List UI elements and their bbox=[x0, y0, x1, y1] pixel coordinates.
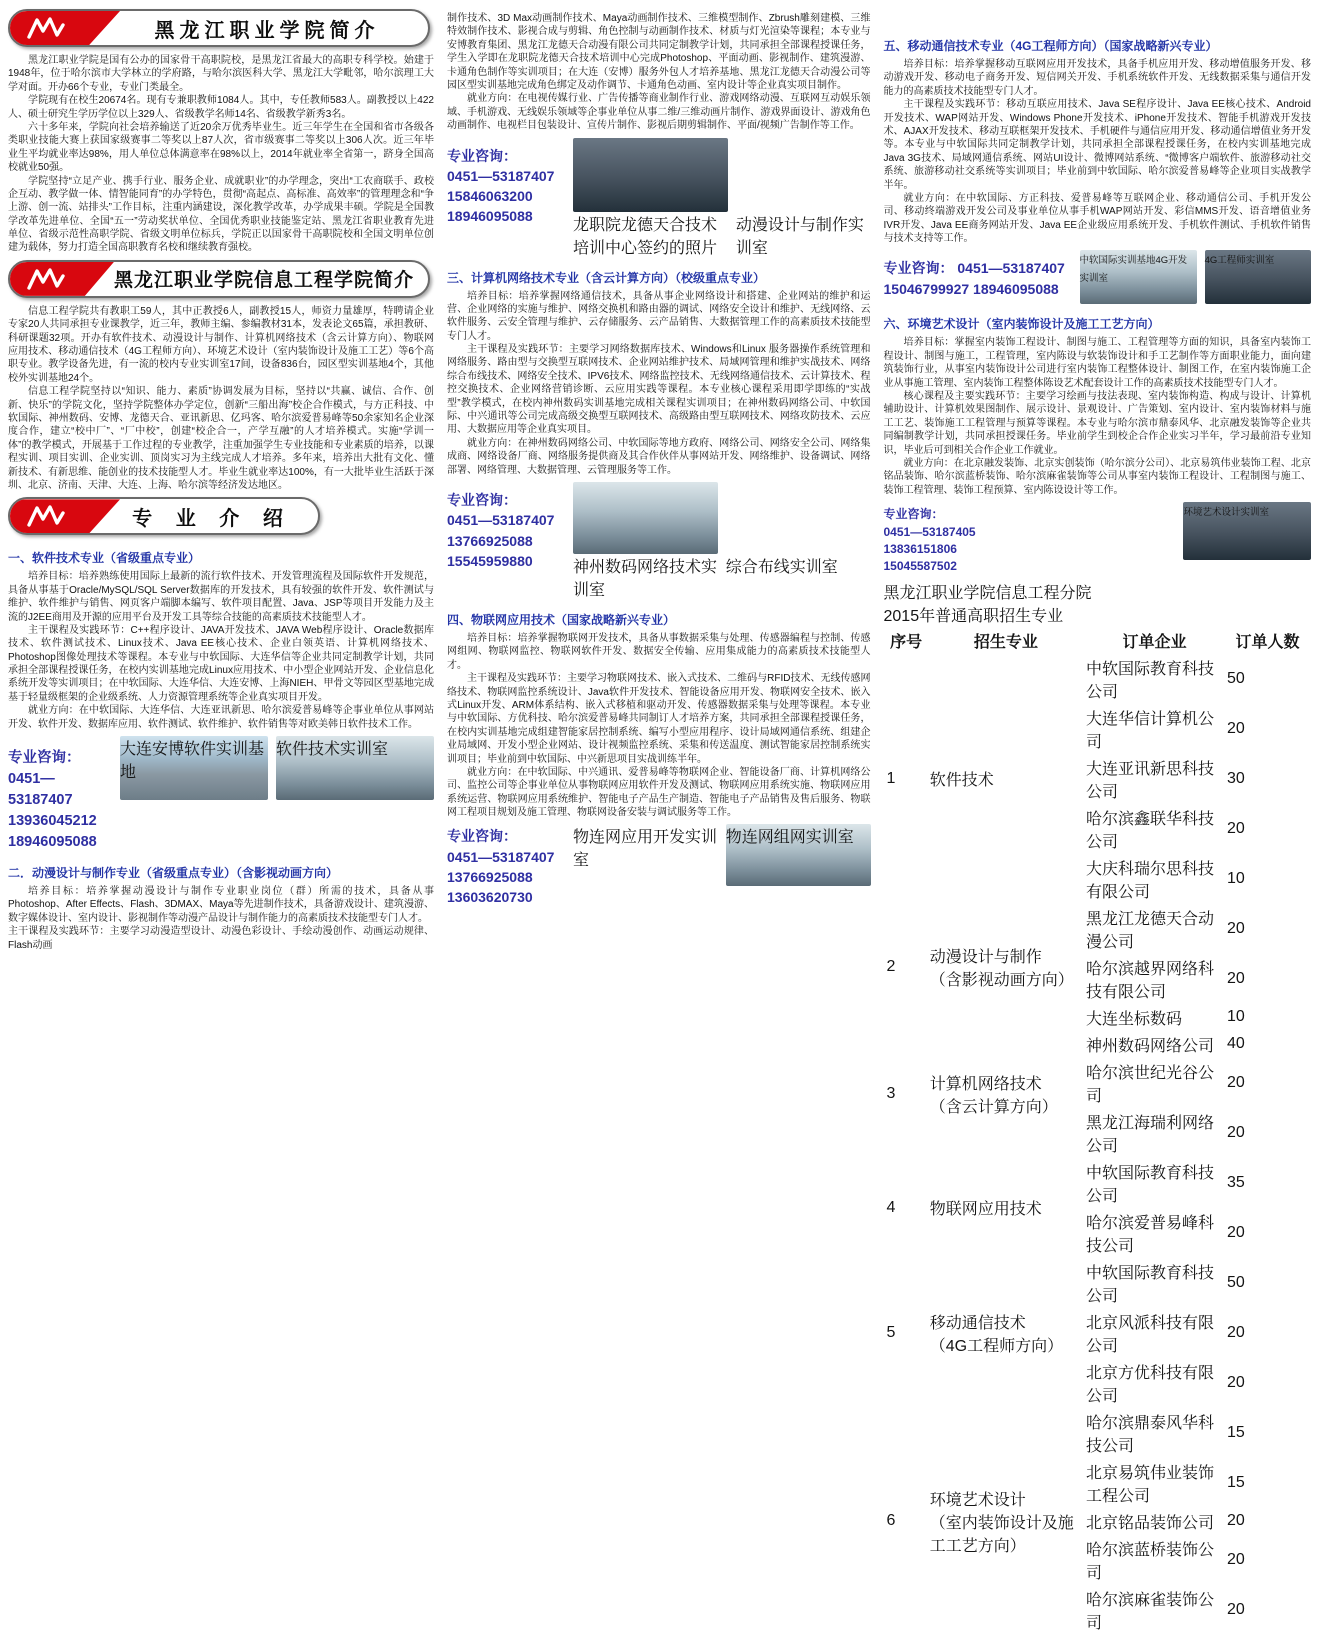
photo-caption: 物连网应用开发实训室 bbox=[573, 829, 718, 870]
seq-cell: 1 bbox=[886, 769, 896, 787]
admissions-table bbox=[884, 626, 1312, 1636]
photo-longde-signing-ceremony bbox=[573, 138, 728, 212]
photo-dalian-anbo-software-base bbox=[120, 736, 268, 800]
company-cell: 大连华信计算机公司 bbox=[1085, 710, 1214, 751]
contact-environment bbox=[884, 502, 1034, 576]
column-header: 订单企业 bbox=[1122, 633, 1187, 651]
photo-caption: 神州数码网络技术实训室 bbox=[573, 558, 718, 599]
company-cell: 大连亚讯新思科技公司 bbox=[1085, 760, 1214, 801]
contact-line: 13836151806 15045587502 bbox=[883, 541, 957, 574]
photo-caption: 环境艺术设计实训室 bbox=[1183, 507, 1269, 519]
count-cell: 50 bbox=[1227, 1273, 1245, 1291]
count-cell: 20 bbox=[1227, 1223, 1245, 1241]
paragraph: 主干课程及实践环节：主要学习动漫造型设计、动漫色彩设计、手绘动漫创作、动画运动规律、Flash动画 bbox=[8, 926, 434, 951]
contact-line: 专业咨询：0451—53187407 bbox=[8, 750, 81, 809]
photo-block bbox=[573, 482, 718, 600]
contact-line: 0451—53187407 bbox=[447, 512, 555, 529]
major-cell: 软件技术 bbox=[929, 772, 994, 790]
contact-software bbox=[8, 736, 112, 853]
contact-line: 专业咨询： bbox=[447, 147, 517, 164]
paragraph: 培养目标：培养掌握动漫设计与制作专业职业岗位（群）所需的技术，具备从事Photoshop、After Effects、Flash、3DMAX、Maya等先进制作技术，具备游戏设计、建筑漫游、数字媒体设计、室内设计、影视制作等动漫产品设计与制作能力的高素质技术技能型专门人才。 bbox=[8, 886, 434, 924]
contact-line: 18946095088 bbox=[447, 208, 533, 225]
table-row bbox=[886, 1409, 1310, 1457]
table-row bbox=[886, 655, 1310, 703]
table-header-row bbox=[886, 628, 1310, 653]
admissions-title bbox=[884, 580, 1312, 626]
photo-caption: 物连网组网实训室 bbox=[725, 829, 854, 847]
contact-line: 13936045212 18946095088 bbox=[8, 813, 97, 851]
paragraph: 核心课程及主要实践环节：主要学习绘画与技法表现、室内装饰构造、构成与设计、计算机辅助设计、计算机效果图制作、展示设计、景观设计、广告策划、室内设计、室内装饰材料与施工工艺、装饰施工工程管理与预算等课程。本专业与哈尔滨市鼎泰风华、北京融发装饰等企业共同编制教学计划，共同承担授课任务。毕业前学生到校企合作企业实习半年，学习最前沿专业知识，毕业后可到相关合作企业工作就业。 bbox=[883, 391, 1311, 456]
paragraph: 学院现有在校生20674名。现有专兼职教师1084人。其中，专任教师583人。副教授以上422人、硕士研究生学历学位以上329人、省级教学名师14名、省级教学新秀3名。 bbox=[8, 95, 434, 120]
college-logo-icon bbox=[10, 499, 120, 533]
major-cell: 环境艺术设计 （室内装饰设计及施工工艺方向） bbox=[929, 1491, 1074, 1555]
table-row bbox=[886, 905, 1310, 953]
banner-title: 黑龙江职业学院简介 bbox=[154, 19, 380, 42]
count-cell: 40 bbox=[1227, 1035, 1245, 1053]
software-media-row bbox=[8, 736, 434, 853]
photo-4g-engineer-room bbox=[1205, 250, 1311, 304]
major-cell: 移动通信技术 （4G工程师方向） bbox=[929, 1314, 1064, 1355]
majors-banner bbox=[8, 497, 320, 535]
paragraph: 就业方向：在神州数码网络公司、中软国际等地方政府、网络公司、网络安全公司、网络集成商、网络设备厂商、网络服务提供商及其合作伙伴从事网站开发、网络维护、设备调试、网络部署、网络管理、大数据管理、云管理服务等工作。 bbox=[447, 437, 871, 476]
company-cell: 神州数码网络公司 bbox=[1085, 1037, 1214, 1055]
paragraph: 主干课程及实践环节：移动互联应用技术、Java SE程序设计、Java EE核心技术、Android开发技术、WAP网站开发、Windows Phone开发技术、iPhone开发技术、智能手机游戏开发技术、AJAX开发技术、移动互联框架开发技术、手机硬件与通信应用开发、移动通信增值业务开发等。本专业与中软国际共同定制教学计划，共同承担全部课程授课任务，在校内实训基地完成Java 3G技术、局域网通信系统、网站UI设计、微博网站系统、“微博客户端软件、旅游移动社交系统、旅游移动社交系统等实训项目；毕业前到中软国际、哈尔滨爱普易峰等企业项目实战教学半年。 bbox=[883, 99, 1311, 191]
company-cell: 北京风派科技有限公司 bbox=[1085, 1314, 1214, 1355]
contact-line: 15046799927 18946095088 bbox=[883, 280, 1059, 297]
network-media-row bbox=[447, 482, 871, 600]
photo-4g-dev-training-room bbox=[1080, 250, 1197, 304]
left-column bbox=[8, 4, 434, 1636]
company-cell: 大庆科瑞尔思科技有限公司 bbox=[1085, 860, 1214, 901]
section-heading-network: 三、计算机网络技术专业（含云计算方向）（校级重点专业） bbox=[447, 270, 766, 285]
company-cell: 中软国际教育科技公司 bbox=[1085, 1164, 1214, 1205]
contact-line: 0451—53187407 bbox=[447, 848, 555, 865]
contact-iot bbox=[447, 824, 565, 907]
section-heading-environment-art: 六、环境艺术设计（室内装饰设计及施工工艺方向） bbox=[883, 317, 1160, 332]
table-row bbox=[886, 1259, 1310, 1307]
photo-block bbox=[736, 138, 871, 258]
contact-line: 专业咨询： bbox=[447, 491, 517, 508]
paragraph: 六十多年来，学院向社会培养输送了近20余万优秀毕业生。近三年学生在全国和省市各级各类职业技能大赛上获国家级赛事二等奖以上87人次，省市级赛事二等奖以上306人次。近三年毕业生平均就业率达98%，用人单位总体满意率在98%以上，2014年就业率全省第一，跻身全国高校就业50强。 bbox=[8, 121, 434, 174]
section-heading-mobile: 五、移动通信技术专业（4G工程师方向）（国家战略新兴专业） bbox=[883, 39, 1218, 53]
section-heading-software: 一、软件技术专业（省级重点专业） bbox=[8, 551, 201, 566]
company-cell: 北京易筑伟业装饰工程公司 bbox=[1085, 1464, 1214, 1505]
paragraph: 主干课程及实践环节：主要学习网络数据库技术、Windows和Linux 服务器操作系统管理和网络服务、路由型与交换型互联网技术、企业网站维护技术、局域网管理和维护实战技术、网络综合布线技术、网络安全技术、IPV6技术、网络监控技术、无线网络通信技术、云计算技术、程控交换技术、企业网络营销诊断、云应用实践等课程。本专业核心课程采用即学即练的“实战型”教学模式，在校内神州数码实训基地完成相关课程实训项目；在神州数码网络公司、中软国际、中兴通讯等公司完成高级交换型互联网技术、高级路由型互联网技术、网络攻防技术、云应用、大数据应用等企业真实项目。 bbox=[447, 344, 871, 436]
count-cell: 35 bbox=[1227, 1173, 1245, 1191]
count-cell: 20 bbox=[1227, 969, 1245, 987]
company-cell: 哈尔滨鼎泰风华科技公司 bbox=[1085, 1414, 1214, 1455]
company-cell: 哈尔滨蓝桥装饰公司 bbox=[1085, 1541, 1214, 1582]
banner-title: 专 业 介 绍 bbox=[132, 507, 292, 530]
dept-intro-banner bbox=[8, 260, 430, 298]
paragraph: 主干课程及实践环节：主要学习物联网技术、嵌入式技术、二维码与RFID技术、无线传感网络技术、物联网监控系统设计、Java软件开发技术、智能设备应用开发、物联网安全技术、嵌入式Linux开发、ARM体系结构、嵌入式移植和驱动开发、传感器数据采集与处理等课程。本专业与中软国际、方优科技、哈尔滨爱普易峰共同制订人才培养方案，共同承担全部课程授课任务，在校内实训基地完成组建智能家居控制系统、编写小型应用程序、设计局域网通信系统、组建企业局域网、开发小型企业网站、设计视频监控系统、采集和传送温度、测试智能家居控制系统实训项目；毕业前到中软国际、中兴新思项目实战训练半年。 bbox=[447, 673, 871, 765]
company-cell: 哈尔滨麻雀装饰公司 bbox=[1085, 1591, 1214, 1632]
count-cell: 30 bbox=[1227, 769, 1245, 787]
paragraph: 制作技术、3D Max动画制作技术、Maya动画制作技术、三维模型制作、Zbrush雕刻建模、三维特效制作技术、影视合成与剪辑、角色控制与动画制作技术、材质与灯光渲染等课程；本专业与安博教育集团、黑龙江龙德天合动漫有限公司共同定制教学计划，共同承担全部课程授课任务，学生入学即在龙职院龙德天合技术培训中心完成Photoshop、平面动画、影视制作、建筑漫游、卡通角色制作等实训项目；在大连（安博）服务外包人才培养基地、黑龙江龙德天合动漫公司等园区型实训基地完成角色绑定及动作调节、卡通角色动画、室内设计等企业真实项目制作。 bbox=[447, 13, 871, 91]
count-cell: 20 bbox=[1227, 1600, 1245, 1618]
photo-caption: 动漫设计与制作实训室 bbox=[735, 216, 864, 257]
paragraph: 主干课程及实践环节：C++程序设计、JAVA开发技术、JAVA Web程序设计、Oracle数据库技术、软件测试技术、Linux技术、Java EE核心技术、企业白领英语、计算机网络技术、Photoshop图像处理技术等课程。本专业与中软国际、大连华信等企业共同定制教学计划，共同承担全部课程授课任务，在校内实训基地完成Linux应用技术、中小型企业网站开发、企业信息化系统开发等实训项目；在中软国际、大连华信、大连安博、上海NIEH、甲骨文等园区型基地完成基于轻量级框架的企业级系统、人力资源管理系统等企业真实项目开发。 bbox=[8, 624, 434, 703]
photo-caption: 龙职院龙德天合技术培训中心签约的照片 bbox=[573, 216, 718, 257]
paragraph: 培养目标：培养熟练使用国际上最新的流行软件技术、开发管理流程及国际软件开发规范，具备从事基于Oracle/MySQL/SQL Server数据库的开发技术，具有较强的软件开发、软件测试与维护、软件维护与销售、网页客户端脚本编写、软件项目配置、Java、JSP等项目开发能力及主流的J2EE商用及开源的应用平台及开发工具等综合技能的高素质技术技能型人才。 bbox=[8, 571, 434, 623]
photo-cabling-training-room bbox=[726, 482, 871, 554]
table-row bbox=[886, 1032, 1310, 1057]
company-cell: 北京铭品装饰公司 bbox=[1085, 1514, 1214, 1532]
photo-caption: 4G工程师实训室 bbox=[1204, 255, 1275, 267]
seq-cell: 6 bbox=[886, 1512, 896, 1530]
right-column bbox=[884, 4, 1312, 1636]
company-cell: 哈尔滨鑫联华科技公司 bbox=[1085, 810, 1214, 851]
column-header: 序号 bbox=[890, 633, 923, 651]
contact-line: 13766925088 bbox=[447, 532, 533, 549]
major-cell: 动漫设计与制作 （含影视动画方向） bbox=[929, 949, 1074, 990]
contact-line: 13603620730 bbox=[447, 889, 533, 906]
count-cell: 20 bbox=[1227, 1123, 1245, 1141]
major-cell: 物联网应用技术 bbox=[929, 1201, 1042, 1219]
section-heading-animation: 二．动漫设计与制作专业（省级重点专业）（含影视动画方向） bbox=[8, 866, 339, 881]
photo-block bbox=[726, 482, 871, 577]
column-header: 订单人数 bbox=[1235, 633, 1300, 651]
contact-line: 专业咨询： bbox=[883, 507, 944, 522]
contact-animation bbox=[447, 138, 565, 227]
photo-animation-training-room bbox=[736, 138, 871, 212]
paragraph: 培养目标：培养掌握物联网开发技术，具备从事数据采集与处理、传感器编程与控制、传感网组网、物联网监控、物联网软件开发、数据安全传输、应用集成能力的高素质技术技能型人才。 bbox=[447, 632, 871, 671]
company-cell: 北京方优科技有限公司 bbox=[1085, 1364, 1214, 1405]
seq-cell: 5 bbox=[886, 1323, 896, 1341]
photo-caption: 大连安博软件实训基地 bbox=[120, 741, 265, 782]
paragraph: 信息工程学院共有教职工59人，其中正教授6人，副教授15人，师资力量雄厚，特聘请企业专家20人共同承担专业课教学，近三年，教师主编、参编教材31本，发表论文65篇，承担教研、科研课题32项。开办有软件技术、动漫设计与制作、计算机网络技术（含云计算方向）、物联网应用技术、移动通信技术（4G工程师方向）、环境艺术设计（室内装饰设计及施工工艺）等6个高职专业。教学设备先进，有一流的校内专业实训室17间，设备836台，园区型实训基地4个，其他校外实训基地24个。 bbox=[8, 305, 434, 384]
paragraph: 培养目标：掌握室内装饰工程设计、制图与施工、工程管理等方面的知识，具备室内装饰工程设计、制图与施工，工程管理，室内陈设与软装饰设计和手工艺制作等方面职业能力，面向建筑装饰行业，从事室内装饰设计公司进行室内装饰工程整体设计、制图工作，在室内装饰施工企业从事施工管理、室内装饰工程整体陈设艺术配套设计工作的高素质技术技能型专门人才。 bbox=[883, 337, 1311, 389]
college-intro-banner bbox=[8, 9, 430, 47]
paragraph: 就业方向：在北京融发装饰、北京实创装饰（哈尔滨分公司）、北京易筑伟业装饰工程、北京铭品装饰、哈尔滨蓝桥装饰、哈尔滨麻雀装饰等公司从事室内装饰工程设计、工程制图与施工、装饰工程管理、装饰工程预算、室内陈设设计等工作。 bbox=[883, 457, 1311, 496]
paragraph: 就业方向：在中软国际、大连华信、大连亚讯新思、哈尔滨爱普易峰等企事业单位从事网站开发、软件开发、数据库应用、软件测试、软件维护、软件销售等对欧美韩日软件技术工作。 bbox=[8, 705, 434, 730]
paragraph: 就业方向：在中软国际、中兴通讯、爱普易峰等物联网企业、智能设备厂商、计算机网络公司、监控公司等企事业单位从事物联网应用软件开发及测试、物联网应用系统实施、物联网应用系统运营、物联网应用系统维护、智能电子产品生产制造、智能电子产品销售及售后服务、物联网工程项目规划及施工管理、物联网设备安装与调试服务等工作。 bbox=[447, 766, 871, 819]
count-cell: 20 bbox=[1227, 819, 1245, 837]
major-cell: 计算机网络技术 （含云计算方向） bbox=[929, 1076, 1058, 1117]
count-cell: 15 bbox=[1227, 1473, 1245, 1491]
photo-iot-app-dev-room bbox=[573, 824, 718, 886]
seq-cell: 4 bbox=[886, 1198, 896, 1216]
contact-line: 专业咨询： bbox=[447, 828, 517, 845]
paragraph: 信息工程学院坚持以“知识、能力、素质”协调发展为目标，坚持以“共赢、诚信、合作、创新、快乐”的学院文化，坚持学院整体办学定位，创新“三船出海”校企合作模式，与方正科技、中软国际、神州数码、安博、龙德天合、亚讯新思、亿玛客、哈尔滨爱普易峰等50余家知名企业深度合作，建立“校中厂”、“厂中校”，创建“校企合一，产学互融”的人才培养模式。实施“学训一体”的教学模式，开展基于工作过程的专业教学，注重加强学生专业技能和专业素质的培养，以课程实训、项目实训、企业实训、顶岗实习为主线完成人才培养。多年来，培养出大批有文化、懂新技术、有新思维、能创业的技术技能型人才。毕业生就业率达100%，有一大批毕业生活跃于深圳、北京、济南、天津、大连、上海、哈尔滨等经济发达地区。 bbox=[8, 386, 434, 491]
photo-caption: 中软国际实训基地4G开发实训室 bbox=[1079, 255, 1188, 285]
admissions-title-line1: 黑龙江职业学院信息工程分院 bbox=[883, 584, 1092, 602]
company-cell: 大连坐标数码 bbox=[1085, 1010, 1182, 1028]
photo-block bbox=[573, 138, 728, 258]
count-cell: 50 bbox=[1227, 669, 1245, 687]
company-cell: 哈尔滨世纪光谷公司 bbox=[1085, 1064, 1214, 1105]
contact-line: 专业咨询： 0451—53187407 bbox=[883, 260, 1065, 277]
company-cell: 黑龙江龙德天合动漫公司 bbox=[1085, 910, 1214, 951]
photo-caption: 综合布线实训室 bbox=[725, 558, 838, 576]
photo-environment-art-room bbox=[1183, 502, 1311, 560]
paragraph: 就业方向：在电视传媒行业、广告传播等商业制作行业、游戏网络动漫、互联网互动娱乐领域、手机游戏、无线娱乐领域等企事业单位从事二维/三维动画片制作、游戏界面设计、游戏角色动画制作、电视栏目包装设计、宣传片制作、影视后期剪辑制作、平面/视频广告制作等工作。 bbox=[447, 93, 871, 132]
count-cell: 20 bbox=[1227, 1512, 1245, 1530]
photo-iot-networking-room bbox=[726, 824, 871, 886]
college-logo-icon bbox=[10, 11, 120, 45]
count-cell: 20 bbox=[1227, 1373, 1245, 1391]
contact-line: 15545959880 bbox=[447, 552, 533, 569]
mobile-media-row bbox=[884, 250, 1312, 304]
animation-media-row bbox=[447, 138, 871, 258]
environment-media-row bbox=[884, 502, 1312, 576]
seq-cell: 2 bbox=[886, 958, 896, 976]
count-cell: 10 bbox=[1227, 869, 1245, 887]
paragraph: 培养目标：培养掌握网络通信技术，具备从事企业网络设计和搭建、企业网站的维护和运营、企业网络的实施与维护、网络交换机和路由器的调试、网络安全设计和维护、无线网络、云软件服务、云安全管理与维护、云存储服务、云产品销售、大数据管理工作的高素质技术技能型专门人才。 bbox=[447, 290, 871, 342]
company-cell: 哈尔滨越界网络科技有限公司 bbox=[1085, 960, 1214, 1001]
photo-design-office bbox=[1042, 502, 1176, 560]
photo-software-training-room bbox=[276, 736, 434, 800]
contact-mobile bbox=[884, 250, 1072, 299]
count-cell: 10 bbox=[1227, 1008, 1245, 1026]
photo-digital-china-network-room bbox=[573, 482, 718, 554]
contact-line: 15846063200 bbox=[447, 188, 533, 205]
count-cell: 15 bbox=[1227, 1423, 1245, 1441]
table-row bbox=[886, 1159, 1310, 1207]
section-heading-iot: 四、物联网应用技术（国家战略新兴专业） bbox=[447, 612, 676, 627]
iot-media-row bbox=[447, 824, 871, 907]
count-cell: 20 bbox=[1227, 1550, 1245, 1568]
company-cell: 黑龙江海瑞利网络公司 bbox=[1085, 1114, 1214, 1155]
contact-network bbox=[447, 482, 565, 571]
admissions-title-line2: 2015年普通高职招生专业 bbox=[883, 607, 1064, 625]
seq-cell: 3 bbox=[886, 1085, 896, 1103]
count-cell: 20 bbox=[1227, 1323, 1245, 1341]
paragraph: 黑龙江职业学院是国有公办的国家骨干高职院校，是黑龙江省最大的高职专科学校。始建于1948年，位于哈尔滨市大学林立的学府路，与哈尔滨医科大学、黑龙江大学毗邻，哈尔滨理工大学对面。开办66个专业，专业门类最全。 bbox=[8, 55, 434, 93]
middle-column bbox=[447, 4, 871, 1636]
column-header: 招生专业 bbox=[973, 633, 1038, 651]
count-cell: 20 bbox=[1227, 919, 1245, 937]
college-logo-icon bbox=[10, 262, 114, 296]
company-cell: 哈尔滨爱普易峰科技公司 bbox=[1085, 1214, 1214, 1255]
paragraph: 培养目标：培养掌握移动互联网应用开发技术，具备手机应用开发、移动增值服务开发、移动游戏开发、移动电子商务开发、短信网关开发、手机系统软件开发、无线数据采集与通信开发能力的高素质技术技能型专门人才。 bbox=[883, 59, 1311, 97]
paragraph: 就业方向：在中软国际、方正科技、爱普易峰等互联网企业、移动通信公司、手机开发公司、移动终端游戏开发公司及事业单位从事手机WAP网站开发、彩信MMS开发、语音增值业务IVR开发、Java EE商务网站开发、Java EE企业级应用系统开发、手机软件测试、手机软件销售与技术支持等工作。 bbox=[883, 192, 1311, 245]
contact-line: 0451—53187405 bbox=[883, 524, 976, 539]
contact-line: 13766925088 bbox=[447, 869, 533, 886]
admissions-table-body bbox=[886, 655, 1310, 1634]
count-cell: 20 bbox=[1227, 1073, 1245, 1091]
company-cell: 中软国际教育科技公司 bbox=[1085, 1264, 1214, 1305]
company-cell: 中软国际教育科技公司 bbox=[1085, 660, 1214, 701]
contact-line: 0451—53187407 bbox=[447, 167, 555, 184]
photo-caption: 软件技术实训室 bbox=[276, 741, 389, 759]
banner-title: 黑龙江职业学院信息工程学院简介 bbox=[113, 270, 414, 292]
count-cell: 20 bbox=[1227, 719, 1245, 737]
paragraph: 学院坚持“立足产业、携手行业、服务企业、成就职业”的办学理念，突出“工农商联手、政校企互动、教学做一体、情智能同育”的办学特色，贯彻“高起点、高标准、高效率”的管理理念和“争上游、创一流、站排头”工作目标，注重内涵建设，深化教学改革，办学成果丰硕。学院是全国教学改革先进单位、全国“五一”劳动奖状单位、全国优秀职业技能鉴定站、黑龙江省职业教育先进单位、省级示范性高职学院、省级文明单位标兵，学院正以国家骨干高职院校和全国文明单位创建为载体，努力打造全国高职教育名校和继续教育强校。 bbox=[8, 175, 434, 254]
